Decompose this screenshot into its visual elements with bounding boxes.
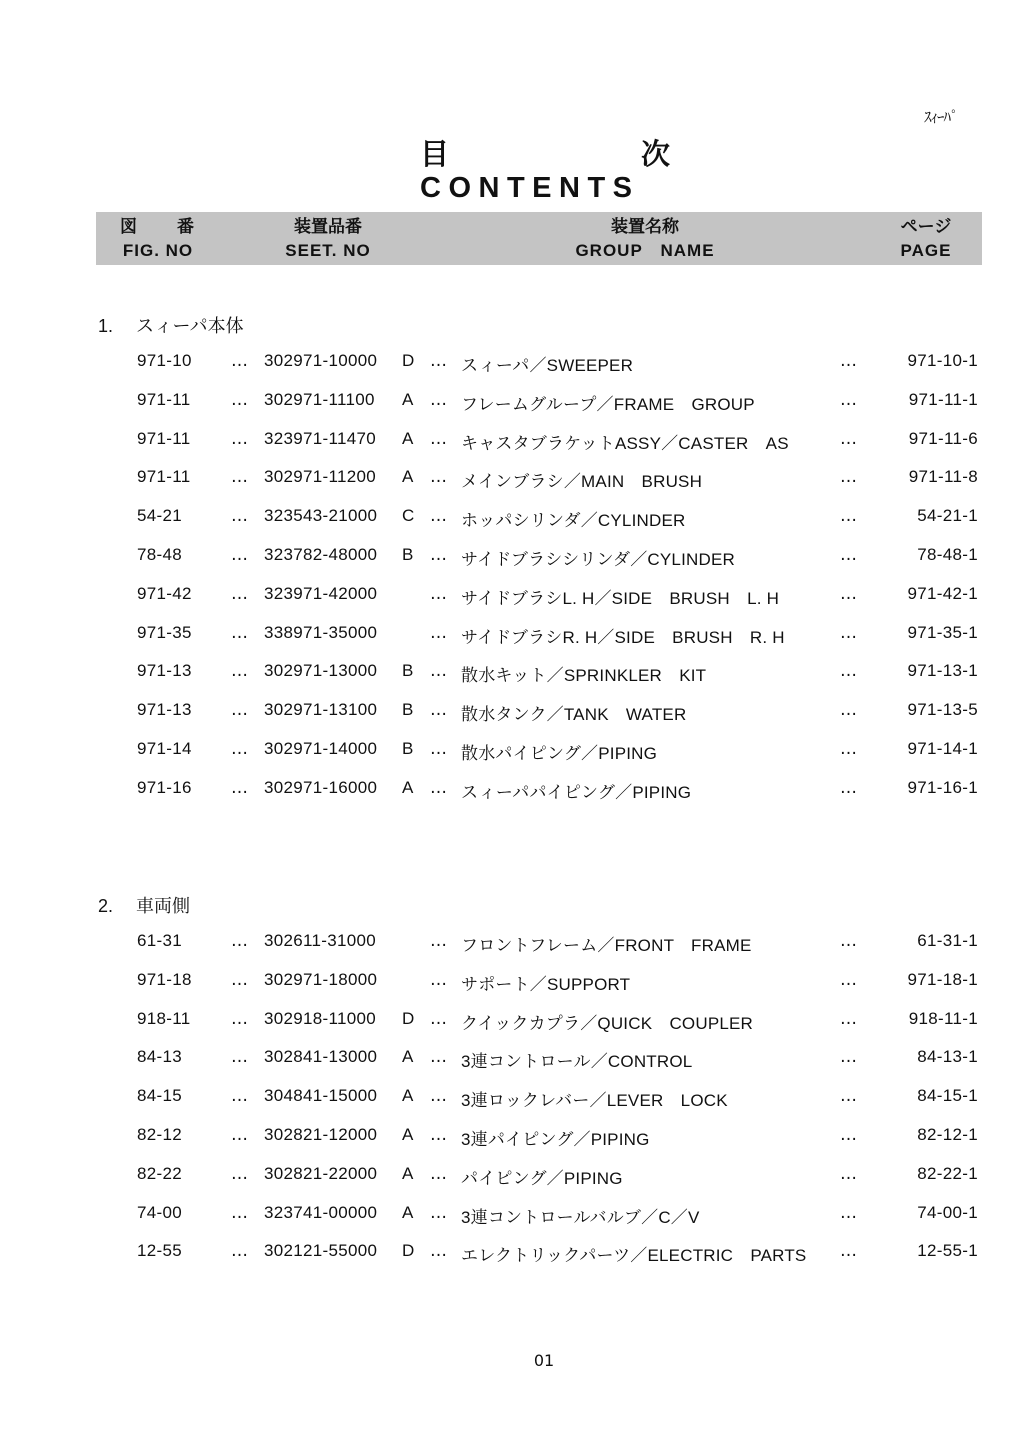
header-fig-en: FIG. NO (122, 241, 194, 260)
corner-label: ｽｨｰﾊﾟ (924, 108, 958, 126)
contents-row (0, 1203, 1024, 1227)
seet-no: 302841-13000 (264, 1047, 378, 1066)
leader-dots: … (231, 351, 248, 371)
group-name: 3連コントロールバルブ／C／V (461, 1208, 700, 1227)
fig-no: 971-18 (137, 970, 192, 989)
fig-no: 971-14 (137, 739, 192, 758)
leader-dots: … (231, 429, 248, 449)
leader-dots: … (840, 1241, 857, 1261)
leader-dots: … (430, 506, 447, 526)
leader-dots: … (430, 390, 447, 410)
contents-row (0, 661, 1024, 685)
seet-no: 338971-35000 (264, 623, 378, 642)
fig-no: 78-48 (137, 545, 182, 564)
header-fig-jp-1: 図 (120, 217, 137, 236)
section-title (98, 312, 244, 338)
group-name: 3連ロックレバー／LEVER LOCK (461, 1091, 728, 1110)
fig-no: 971-10 (137, 351, 192, 370)
seet-no: 302971-14000 (264, 739, 378, 758)
leader-dots: … (430, 739, 447, 759)
leader-dots: … (840, 351, 857, 371)
group-name: スィーパパイピング／PIPING (461, 783, 692, 802)
contents-row (0, 545, 1024, 569)
group-name: フロントフレーム／FRONT FRAME (461, 936, 752, 955)
page-ref: 971-14-1 (907, 739, 978, 758)
section-name: スィーパ本体 (136, 316, 244, 337)
seet-no: 302971-10000 (264, 351, 378, 370)
contents-row (0, 584, 1024, 608)
group-name: サイドブラシR. H／SIDE BRUSH R. H (461, 628, 785, 647)
revision: D (402, 1241, 415, 1260)
leader-dots: … (430, 1009, 447, 1029)
revision: A (402, 429, 414, 448)
leader-dots: … (430, 351, 447, 371)
leader-dots: … (840, 1086, 857, 1106)
section-number: 2. (98, 896, 114, 916)
contents-row (0, 467, 1024, 491)
page-ref: 971-18-1 (907, 970, 978, 989)
leader-dots: … (231, 931, 248, 951)
contents-row (0, 390, 1024, 414)
revision: B (402, 661, 414, 680)
header-seet-en: SEET. NO (285, 241, 371, 260)
seet-no: 302821-12000 (264, 1125, 378, 1144)
header-page-en: PAGE (900, 241, 952, 260)
fig-no: 971-16 (137, 778, 192, 797)
leader-dots: … (430, 970, 447, 990)
contents-row (0, 1086, 1024, 1110)
revision: A (402, 467, 414, 486)
revision: C (402, 506, 415, 525)
page-ref: 84-15-1 (917, 1086, 978, 1105)
leader-dots: … (840, 1203, 857, 1223)
page-ref: 74-00-1 (917, 1203, 978, 1222)
leader-dots: … (430, 778, 447, 798)
seet-no: 302121-55000 (264, 1241, 378, 1260)
page-ref: 971-11-1 (908, 390, 978, 409)
fig-no: 971-11 (137, 467, 191, 486)
revision: A (402, 778, 414, 797)
fig-no: 82-12 (137, 1125, 182, 1144)
leader-dots: … (231, 1241, 248, 1261)
leader-dots: … (231, 778, 248, 798)
contents-row (0, 1241, 1024, 1265)
revision: A (402, 1203, 414, 1222)
contents-row (0, 1047, 1024, 1071)
leader-dots: … (231, 467, 248, 487)
seet-no: 302971-11100 (264, 390, 375, 409)
seet-no: 304841-15000 (264, 1086, 378, 1105)
fig-no: 918-11 (137, 1009, 191, 1028)
seet-no: 302611-31000 (264, 931, 376, 950)
leader-dots: … (430, 1164, 447, 1184)
revision: A (402, 1164, 414, 1183)
fig-no: 54-21 (137, 506, 182, 525)
contents-row (0, 1125, 1024, 1149)
page-ref: 82-12-1 (917, 1125, 978, 1144)
table-header (96, 212, 982, 265)
fig-no: 971-13 (137, 700, 192, 719)
group-name: ホッパシリンダ／CYLINDER (461, 511, 686, 530)
group-name: サポート／SUPPORT (461, 975, 631, 994)
leader-dots: … (231, 700, 248, 720)
seet-no: 302918-11000 (264, 1009, 376, 1028)
seet-no: 302971-13100 (264, 700, 378, 719)
page-ref: 84-13-1 (917, 1047, 978, 1066)
leader-dots: … (231, 970, 248, 990)
group-name: キャスタブラケットASSY／CASTER AS (461, 434, 789, 453)
leader-dots: … (430, 661, 447, 681)
leader-dots: … (430, 1125, 447, 1145)
leader-dots: … (430, 623, 447, 643)
page-title-en: CONTENTS (420, 172, 640, 204)
leader-dots: … (231, 661, 248, 681)
leader-dots: … (430, 1203, 447, 1223)
leader-dots: … (231, 1009, 248, 1029)
contents-row (0, 739, 1024, 763)
revision: A (402, 390, 414, 409)
group-name: 散水パイピング／PIPING (461, 744, 658, 763)
seet-no: 323971-42000 (264, 584, 378, 603)
fig-no: 971-35 (137, 623, 192, 642)
group-name: エレクトリックパーツ／ELECTRIC PARTS (461, 1246, 807, 1265)
leader-dots: … (840, 467, 857, 487)
seet-no: 323543-21000 (264, 506, 378, 525)
fig-no: 971-11 (137, 429, 191, 448)
leader-dots: … (840, 700, 857, 720)
leader-dots: … (840, 970, 857, 990)
leader-dots: … (840, 778, 857, 798)
leader-dots: … (840, 1125, 857, 1145)
leader-dots: … (430, 1241, 447, 1261)
leader-dots: … (430, 931, 447, 951)
leader-dots: … (840, 661, 857, 681)
header-seet-no (266, 212, 390, 262)
revision: D (402, 351, 415, 370)
seet-no: 302971-18000 (264, 970, 378, 989)
leader-dots: … (231, 623, 248, 643)
leader-dots: … (430, 1086, 447, 1106)
title-jp-right: 次 (640, 137, 670, 171)
fig-no: 971-42 (137, 584, 192, 603)
leader-dots: … (231, 545, 248, 565)
fig-no: 82-22 (137, 1164, 182, 1183)
leader-dots: … (231, 506, 248, 526)
leader-dots: … (840, 545, 857, 565)
fig-no: 74-00 (137, 1203, 182, 1222)
page-ref: 78-48-1 (917, 545, 978, 564)
leader-dots: … (840, 739, 857, 759)
seet-no: 302971-16000 (264, 778, 378, 797)
leader-dots: … (231, 1203, 248, 1223)
contents-row (0, 778, 1024, 802)
group-name: 散水タンク／TANK WATER (461, 705, 687, 724)
seet-no: 323741-00000 (264, 1203, 378, 1222)
page-ref: 971-13-5 (907, 700, 978, 719)
leader-dots: … (840, 1009, 857, 1029)
fig-no: 61-31 (137, 931, 182, 950)
revision: B (402, 545, 414, 564)
leader-dots: … (840, 1047, 857, 1067)
title-jp-left: 目 (420, 137, 450, 171)
leader-dots: … (430, 545, 447, 565)
group-name: 3連パイピング／PIPING (461, 1130, 650, 1149)
seet-no: 302971-13000 (264, 661, 378, 680)
group-name: サイドブラシシリンダ／CYLINDER (461, 550, 735, 569)
leader-dots: … (840, 1164, 857, 1184)
leader-dots: … (430, 584, 447, 604)
header-group-jp: 装置名称 (611, 217, 679, 236)
group-name: クイックカプラ／QUICK COUPLER (461, 1014, 754, 1033)
revision: A (402, 1086, 414, 1105)
contents-row (0, 429, 1024, 453)
leader-dots: … (231, 1164, 248, 1184)
page-ref: 918-11-1 (908, 1009, 978, 1028)
contents-row (0, 623, 1024, 647)
header-seet-jp: 装置品番 (294, 217, 362, 236)
fig-no: 971-11 (137, 390, 191, 409)
contents-row (0, 1164, 1024, 1188)
page-title-jp (420, 132, 670, 172)
header-group-en: GROUP NAME (575, 241, 715, 260)
page-ref: 971-16-1 (907, 778, 978, 797)
leader-dots: … (840, 584, 857, 604)
revision: B (402, 700, 414, 719)
revision: A (402, 1047, 414, 1066)
leader-dots: … (430, 429, 447, 449)
leader-dots: … (430, 1047, 447, 1067)
fig-no: 84-15 (137, 1086, 182, 1105)
page-ref: 54-21-1 (917, 506, 978, 525)
page-ref: 971-13-1 (907, 661, 978, 680)
header-group-name (556, 212, 734, 262)
leader-dots: … (231, 584, 248, 604)
page-ref: 971-11-6 (908, 429, 978, 448)
page-ref: 12-55-1 (917, 1241, 978, 1260)
fig-no: 12-55 (137, 1241, 182, 1260)
leader-dots: … (231, 1125, 248, 1145)
leader-dots: … (231, 1047, 248, 1067)
group-name: サイドブラシL. H／SIDE BRUSH L. H (461, 589, 780, 608)
section-number: 1. (98, 316, 114, 336)
leader-dots: … (430, 700, 447, 720)
revision: A (402, 1125, 414, 1144)
group-name: スィーパ／SWEEPER (461, 356, 634, 375)
revision: B (402, 739, 414, 758)
header-page (886, 212, 966, 262)
section-name: 車両側 (136, 896, 190, 917)
page-ref: 971-11-8 (908, 467, 978, 486)
contents-row (0, 506, 1024, 530)
contents-row (0, 931, 1024, 955)
contents-row (0, 970, 1024, 994)
header-page-jp: ページ (900, 217, 952, 236)
leader-dots: … (231, 390, 248, 410)
leader-dots: … (840, 506, 857, 526)
seet-no: 302971-11200 (264, 467, 376, 486)
group-name: 散水キット／SPRINKLER KIT (461, 666, 707, 685)
footer-page-number: 01 (533, 1351, 555, 1370)
group-name: 3連コントロール／CONTROL (461, 1052, 693, 1071)
group-name: メインブラシ／MAIN BRUSH (461, 472, 703, 491)
revision: D (402, 1009, 415, 1028)
leader-dots: … (840, 931, 857, 951)
page-ref: 971-42-1 (907, 584, 978, 603)
contents-row (0, 1009, 1024, 1033)
leader-dots: … (231, 739, 248, 759)
group-name: パイピング／PIPING (461, 1169, 623, 1188)
leader-dots: … (430, 467, 447, 487)
page-ref: 971-35-1 (907, 623, 978, 642)
contents-row (0, 700, 1024, 724)
contents-row (0, 351, 1024, 375)
seet-no: 323971-11470 (264, 429, 376, 448)
seet-no: 302821-22000 (264, 1164, 378, 1183)
group-name: フレームグループ／FRAME GROUP (461, 395, 755, 414)
page-ref: 971-10-1 (907, 351, 978, 370)
seet-no: 323782-48000 (264, 545, 378, 564)
leader-dots: … (840, 429, 857, 449)
leader-dots: … (231, 1086, 248, 1106)
section-title (98, 892, 190, 918)
header-fig-no (108, 212, 208, 262)
fig-no: 971-13 (137, 661, 192, 680)
page-ref: 61-31-1 (917, 931, 978, 950)
leader-dots: … (840, 623, 857, 643)
fig-no: 84-13 (137, 1047, 182, 1066)
leader-dots: … (840, 390, 857, 410)
page-ref: 82-22-1 (917, 1164, 978, 1183)
header-fig-jp-2: 番 (177, 217, 194, 236)
